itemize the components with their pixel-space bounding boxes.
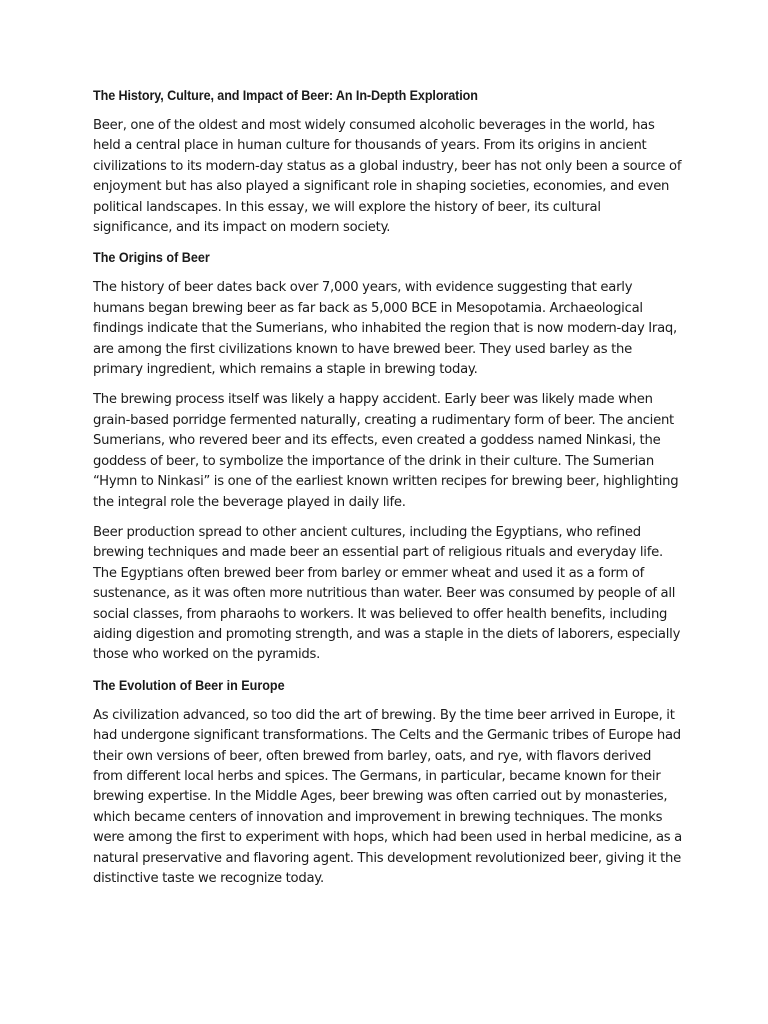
document-page [93, 86, 683, 899]
document-title: The History, Culture, and Impact of Beer: An In-Depth Exploration [93, 88, 478, 103]
paragraph: Beer production spread to other ancient cultures, including the Egyptians, who refined brewing techniques and made beer an essential part of religious rituals and everyday life. The Egyptians often brewed beer from barley or emmer wheat and used it as a form of sustenance, as it was often more nutritious than water. Beer was consumed by people of all social classes, from pharaohs to workers. It was believed to offer health benefits, including aiding digestion and promoting strength, and was a staple in the diets of laborers, especially those who worked on the pyramids. [93, 524, 681, 663]
paragraph: As civilization advanced, so too did the art of brewing. By the time beer arrived in Europe, it had undergone significant transformations. The Celts and the Germanic tribes of Europe had their own versions of beer, often brewed from barley, oats, and rye, with flavors derived from different local herbs and spices. The Germans, in particular, became known for their brewing expertise. In the Middle Ages, beer brewing was often carried out by monasteries, which became centers of innovation and improvement in brewing techniques. The monks were among the first to experiment with hops, which had been used in herbal medicine, as a natural preservative and flavoring agent. This development revolutionized beer, giving it the distinctive taste we recognize today. [93, 707, 683, 886]
paragraph: The brewing process itself was likely a happy accident. Early beer was likely made when grain-based porridge fermented naturally, creating a rudimentary form of beer. The ancient Sumerians, who revered beer and its effects, even created a goddess named Ninkasi, the goddess of beer, to symbolize the importance of the drink in their culture. The Sumerian “Hymn to Ninkasi” is one of the earliest known written recipes for brewing beer, highlighting the integral role the beverage played in daily life. [93, 392, 679, 510]
intro-paragraph: Beer, one of the oldest and most widely consumed alcoholic beverages in the world, has held a central place in human culture for thousands of years. From its origins in ancient civilizations to its modern-day status as a global industry, beer has not only been a source of enjoyment but has also played a significant role in shaping societies, economies, and even political landscapes. In this essay, we will explore the history of beer, its cultural significance, and its impact on modern society. [93, 118, 682, 236]
paragraph: The history of beer dates back over 7,000 years, with evidence suggesting that early humans began brewing beer as far back as 5,000 BCE in Mesopotamia. Archaeological findings indicate that the Sumerians, who inhabited the region that is now modern-day Iraq, are among the first civilizations known to have brewed beer. They used barley as the primary ingredient, which remains a staple in brewing today. [93, 280, 677, 378]
section-heading-europe: The Evolution of Beer in Europe [93, 677, 285, 693]
section-heading-origins: The Origins of Beer [93, 250, 210, 266]
